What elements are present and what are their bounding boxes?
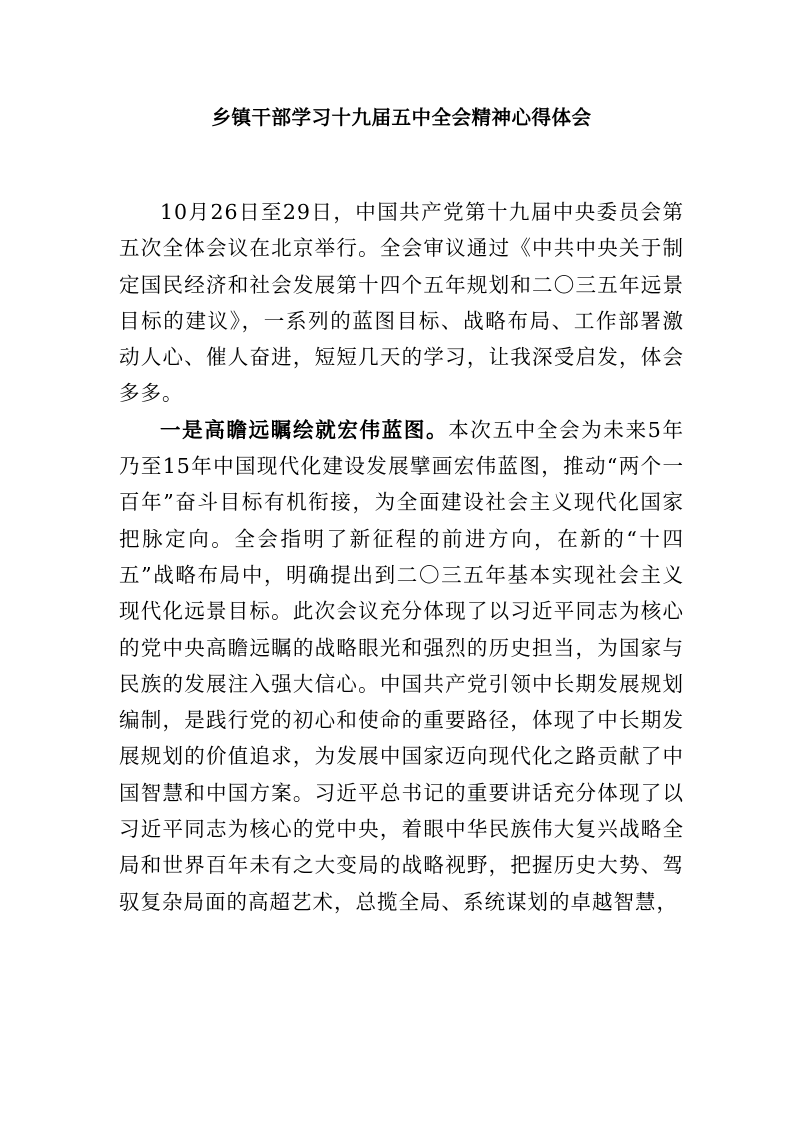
body-paragraph-2	[119, 412, 684, 920]
paragraph-1-text: 10月26日至29日，中国共产党第十九届中央委员会第五次全体会议在北京举行。全会审议通过《中共中央关于制定国民经济和社会发展第十四个五年规划和二〇三五年远景目标的建议》，一系列的蓝图目标、战略布局、工作部署激动人心、催人奋进，短短几天的学习，让我深受启发，体会多多。	[119, 200, 684, 406]
paragraph-2-lead: 一是高瞻远瞩绘就宏伟蓝图。	[160, 417, 449, 442]
paragraph-2-text: 本次五中全会为未来5年乃至15年中国现代化建设发展擘画宏伟蓝图，推动“两个一百年”奋斗目标有机衔接，为全面建设社会主义现代化国家把脉定向。全会指明了新征程的前进方向，在新的“十四五”战略布局中，明确提出到二〇三五年基本实现社会主义现代化远景目标。此次会议充分体现了以习近平同志为核心的党中央高瞻远瞩的战略眼光和强烈的历史担当，为国家与民族的发展注入强大信心。中国共产党引领中长期发展规划编制，是践行党的初心和使命的重要路径，体现了中长期发展规划的价值追求，为发展中国家迈向现代化之路贡献了中国智慧和中国方案。习近平总书记的重要讲话充分体现了以习近平同志为核心的党中央，着眼中华民族伟大复兴战略全局和世界百年未有之大变局的战略视野，把握历史大势、驾驭复杂局面的高超艺术，总揽全局、系统谋划的卓越智慧，	[119, 417, 684, 914]
body-paragraph-1	[119, 194, 684, 412]
document-title: 乡镇干部学习十九届五中全会精神心得体会	[211, 106, 592, 129]
